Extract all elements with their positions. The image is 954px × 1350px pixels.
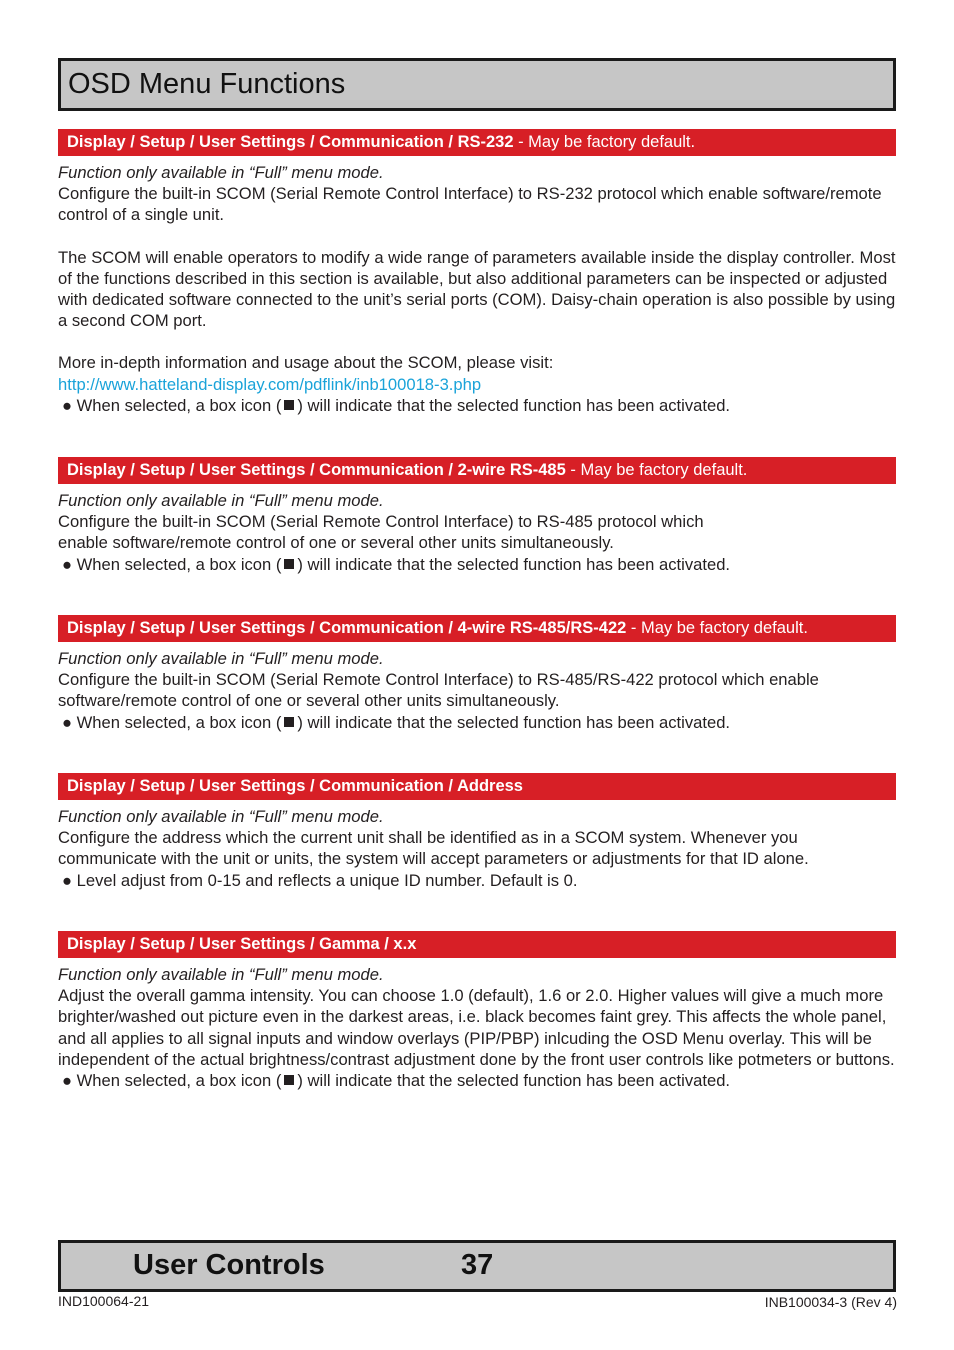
page-number: 37 [461,1249,494,1281]
section-header [58,773,896,800]
section-header-path: Display / Setup / User Settings / Communication / 4-wire RS-485/RS-422 [67,619,627,637]
section-header [58,457,896,484]
section-header-path: Display / Setup / User Settings / Communication / RS-232 [67,133,514,151]
section-header [58,931,896,958]
bullet-item: ● When selected, a box icon ( ) will indicate that the selected function has been activated. [62,1071,731,1091]
mode-note: Function only available in “Full” menu mode. [58,807,384,826]
footer-label: User Controls [133,1249,325,1281]
box-icon [284,1075,294,1085]
section-header [58,615,896,642]
mode-note: Function only available in “Full” menu mode. [58,965,384,984]
section-header-note: - May be factory default. [626,619,808,637]
section-header-path: Display / Setup / User Settings / Communication / Address [67,777,523,795]
description: Configure the built-in SCOM (Serial Remote Control Interface) to RS-485 protocol which [58,512,704,532]
bullet-item: ● When selected, a box icon ( ) will indicate that the selected function has been activated. [62,395,731,415]
mode-note: Function only available in “Full” menu mode. [58,163,384,182]
section-address [58,773,896,891]
box-icon [284,717,294,727]
bullet-item: ● Level adjust from 0-15 and reflects a unique ID number. Default is 0. [62,870,578,890]
box-icon [284,559,294,569]
section-rs232 [58,129,896,416]
section-2wire-rs485 [58,457,896,575]
section-header-note: - May be factory default. [513,133,696,151]
page-title-bar [58,58,896,111]
mode-note: Function only available in “Full” menu mode. [58,491,384,510]
scom-doc-link[interactable]: http://www.hatteland-display.com/pdflink/inb100018-3.php [58,374,482,394]
description: Configure the built-in SCOM (Serial Remote Control Interface) to RS-485/RS-422 protocol which enable software/remote control of one or several other units simultaneously. [58,670,819,711]
description: Adjust the overall gamma intensity. You can choose 1.0 (default), 1.6 or 2.0. Higher values will give a much more brighter/washed out picture even in the darkest areas, i.e. black becomes faint grey. This affects the whole panel, and all applies to all signal inputs and window overlays (PIP/PBP) inlcuding the OSD Menu overlay. This will be independent of the actual brightness/contrast adjustment done by the front user controls like potmeters or buttons. [58,986,895,1069]
box-icon [284,400,294,410]
doc-id-right: INB100034-3 (Rev 4) [764,1294,897,1310]
page-title: OSD Menu Functions [68,68,346,100]
description-scom: The SCOM will enable operators to modify a wide range of parameters available inside the display controller. Most of the functions described in this section is available, but also additional parameters can be inspected or adjusted with dedicated software connected to the unit’s serial ports (COM). Daisy-chain operation is also possible by using a second COM port. [58,247,896,331]
section-gamma [58,931,896,1091]
more-info-text: More in-depth information and usage about the SCOM, please visit: [58,353,554,373]
section-header-path: Display / Setup / User Settings / Communication / 2-wire RS-485 [67,461,566,479]
footer-bar [58,1240,896,1292]
description: Configure the address which the current unit shall be identified as in a SCOM system. Whenever you communicate with the unit or units, the system will accept parameters or adjustments for that ID alone. [58,828,809,869]
section-header-note: - May be factory default. [565,461,748,479]
bullet-item: ● When selected, a box icon ( ) will indicate that the selected function has been activated. [62,554,731,574]
bullet-item: ● When selected, a box icon ( ) will indicate that the selected function has been activated. [62,712,731,732]
description: Configure the built-in SCOM (Serial Remote Control Interface) to RS-232 protocol which enable software/remote control of a single unit. [58,184,882,225]
description-cont: enable software/remote control of one or several other units simultaneously. [58,533,614,553]
section-header-path: Display / Setup / User Settings / Gamma / x.x [67,935,417,953]
doc-id-left: IND100064-21 [58,1293,150,1309]
section-header [58,129,896,156]
mode-note: Function only available in “Full” menu mode. [58,649,384,668]
section-4wire-rs485-rs422 [58,615,896,733]
